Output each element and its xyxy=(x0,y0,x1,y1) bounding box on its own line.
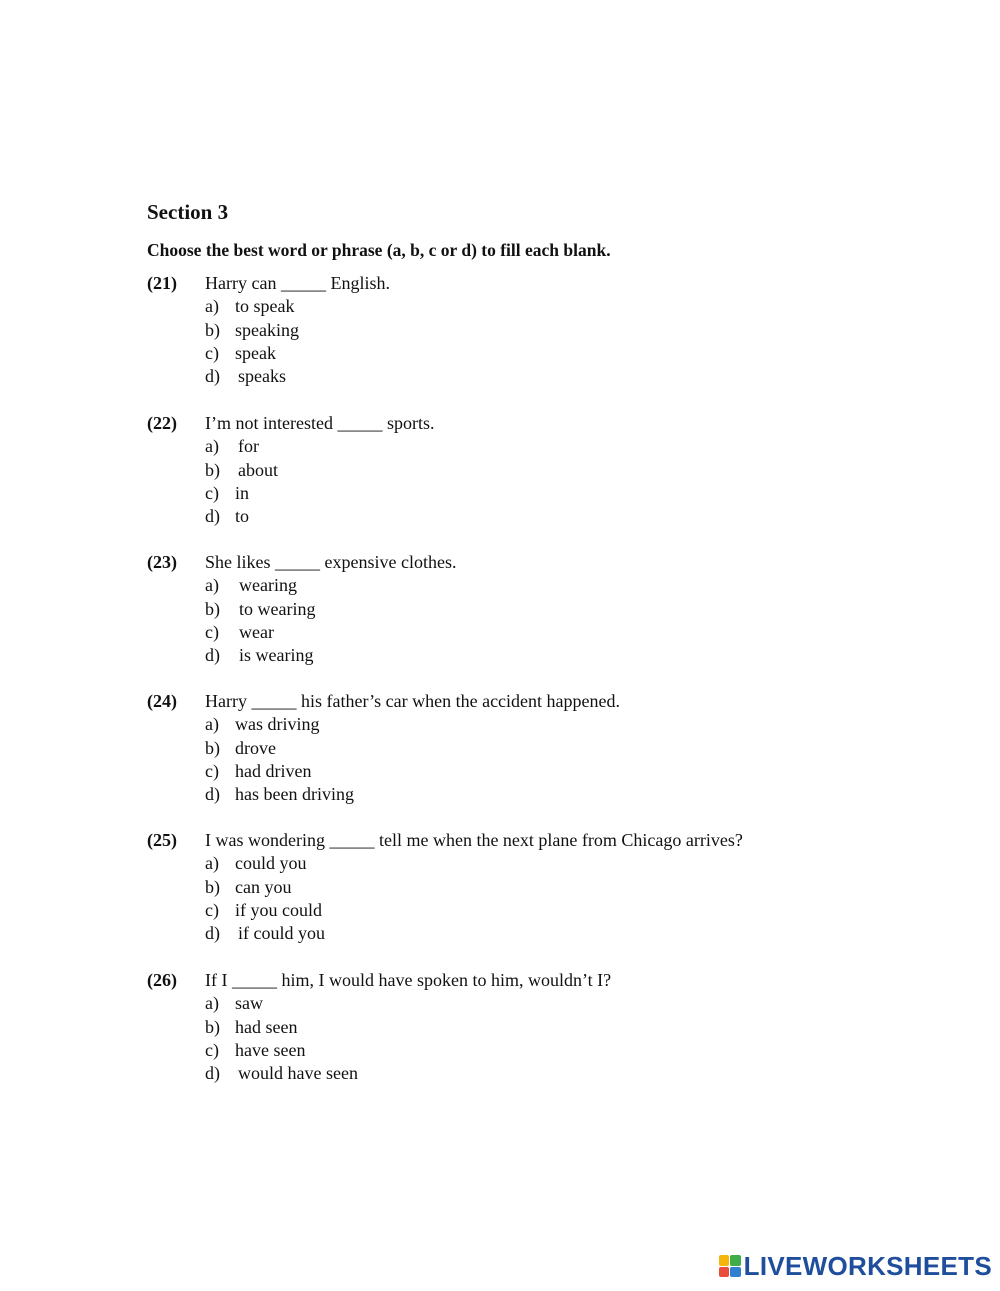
option-letter: d) xyxy=(205,366,220,387)
option-a[interactable] xyxy=(147,992,907,1015)
option-letter: b) xyxy=(205,1016,220,1037)
option-letter: b) xyxy=(205,876,220,897)
option-b[interactable] xyxy=(147,876,907,899)
brand-text: LIVEWORKSHEETS xyxy=(743,1251,992,1281)
option-text: drove xyxy=(235,737,276,758)
question-22 xyxy=(147,412,907,528)
option-a[interactable] xyxy=(147,295,907,318)
logo-cell-red xyxy=(719,1267,730,1278)
option-text: has been driving xyxy=(235,784,354,805)
option-text: could you xyxy=(235,853,307,874)
option-text: had seen xyxy=(235,1016,298,1037)
option-letter: b) xyxy=(205,319,220,340)
question-number: (26) xyxy=(147,970,177,990)
question-text: She likes _____ expensive clothes. xyxy=(205,552,457,572)
logo-cell-green xyxy=(730,1255,741,1266)
option-letter: c) xyxy=(205,342,219,363)
logo-cell-blue xyxy=(730,1267,741,1278)
option-c[interactable] xyxy=(147,899,907,922)
question-number: (22) xyxy=(147,413,177,433)
option-b[interactable] xyxy=(147,459,907,482)
question-stem xyxy=(147,272,907,295)
option-letter: c) xyxy=(205,899,219,920)
option-text: to speak xyxy=(235,296,295,317)
option-letter: d) xyxy=(205,506,220,527)
option-d[interactable] xyxy=(147,365,907,388)
option-c[interactable] xyxy=(147,760,907,783)
question-stem xyxy=(147,969,907,992)
option-text: in xyxy=(235,482,250,503)
option-a[interactable] xyxy=(147,435,907,458)
option-text: speaking xyxy=(235,319,299,340)
option-text: speaks xyxy=(238,366,286,387)
option-text: is wearing xyxy=(239,645,314,666)
question-25 xyxy=(147,829,907,945)
option-c[interactable] xyxy=(147,482,907,505)
option-letter: a) xyxy=(205,296,219,317)
option-b[interactable] xyxy=(147,737,907,760)
option-letter: d) xyxy=(205,784,220,805)
option-b[interactable] xyxy=(147,1016,907,1039)
question-number: (21) xyxy=(147,273,177,293)
question-stem xyxy=(147,412,907,435)
option-a[interactable] xyxy=(147,574,907,597)
liveworksheets-logo-icon xyxy=(719,1255,741,1277)
option-text: about xyxy=(238,459,278,480)
option-letter: a) xyxy=(205,575,219,596)
option-b[interactable] xyxy=(147,598,907,621)
option-text: wear xyxy=(239,621,274,642)
question-text: Harry can _____ English. xyxy=(205,273,390,293)
question-text: Harry _____ his father’s car when the accident happened. xyxy=(205,691,621,711)
option-letter: c) xyxy=(205,760,219,781)
option-text: for xyxy=(238,436,259,457)
option-letter: c) xyxy=(205,621,219,642)
option-letter: a) xyxy=(205,436,219,457)
option-letter: b) xyxy=(205,459,220,480)
option-letter: b) xyxy=(205,598,220,619)
option-text: saw xyxy=(235,993,263,1014)
option-b[interactable] xyxy=(147,319,907,342)
option-letter: d) xyxy=(205,923,220,944)
option-letter: a) xyxy=(205,993,219,1014)
option-letter: c) xyxy=(205,482,219,503)
option-text: speak xyxy=(235,342,276,363)
option-d[interactable] xyxy=(147,505,907,528)
question-stem xyxy=(147,690,907,713)
section-instructions: Choose the best word or phrase (a, b, c or d) to fill each blank. xyxy=(147,240,611,260)
option-text: to wearing xyxy=(239,598,316,619)
question-26 xyxy=(147,969,907,1085)
option-d[interactable] xyxy=(147,644,907,667)
question-number: (25) xyxy=(147,830,177,850)
option-text: wearing xyxy=(239,575,297,596)
question-stem xyxy=(147,551,907,574)
option-a[interactable] xyxy=(147,852,907,875)
question-text: If I _____ him, I would have spoken to him, wouldn’t I? xyxy=(205,970,612,990)
option-c[interactable] xyxy=(147,621,907,644)
option-text: had driven xyxy=(235,760,312,781)
option-c[interactable] xyxy=(147,1039,907,1062)
option-letter: d) xyxy=(205,1063,220,1084)
option-text: if you could xyxy=(235,899,322,920)
question-24 xyxy=(147,690,907,806)
section-title: Section 3 xyxy=(147,200,229,224)
question-21 xyxy=(147,272,907,388)
option-d[interactable] xyxy=(147,1062,907,1085)
question-text: I’m not interested _____ sports. xyxy=(205,413,435,433)
option-letter: d) xyxy=(205,645,220,666)
logo-cell-yellow xyxy=(719,1255,730,1266)
liveworksheets-brand[interactable] xyxy=(719,1251,992,1281)
option-text: have seen xyxy=(235,1039,306,1060)
option-c[interactable] xyxy=(147,342,907,365)
question-number: (24) xyxy=(147,691,177,711)
option-a[interactable] xyxy=(147,713,907,736)
option-text: would have seen xyxy=(238,1063,358,1084)
option-text: can you xyxy=(235,876,292,897)
option-letter: a) xyxy=(205,853,219,874)
option-text: was driving xyxy=(235,714,320,735)
option-d[interactable] xyxy=(147,783,907,806)
option-letter: a) xyxy=(205,714,219,735)
question-23 xyxy=(147,551,907,667)
question-stem xyxy=(147,829,907,852)
option-letter: b) xyxy=(205,737,220,758)
option-text: if could you xyxy=(238,923,325,944)
option-letter: c) xyxy=(205,1039,219,1060)
option-text: to xyxy=(235,506,250,527)
option-d[interactable] xyxy=(147,922,907,945)
question-text: I was wondering _____ tell me when the next plane from Chicago arrives? xyxy=(205,830,743,850)
question-number: (23) xyxy=(147,552,177,572)
